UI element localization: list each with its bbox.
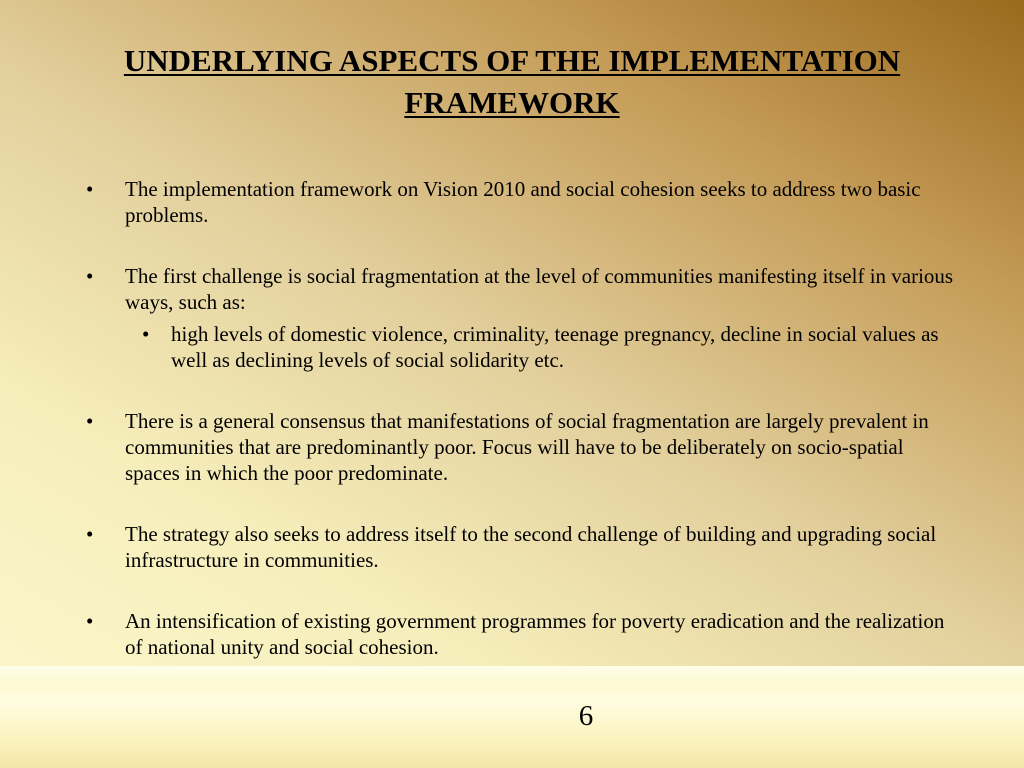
- sub-bullet-list: [125, 321, 954, 373]
- bullet-text: An intensification of existing government programmes for poverty eradication and the realization of national unity and social cohesion.: [125, 609, 945, 659]
- slide-title-line-2: FRAMEWORK: [404, 85, 620, 120]
- bullet-icon: •: [86, 609, 94, 633]
- bullet-text: The implementation framework on Vision 2010 and social cohesion seeks to address two basic problems.: [125, 177, 921, 227]
- bullet-item: [84, 521, 954, 573]
- bullet-item: [84, 176, 954, 228]
- page-number: 6: [578, 700, 594, 732]
- bullet-icon: •: [86, 177, 94, 201]
- bullet-text: The first challenge is social fragmentation at the level of communities manifesting itself in various ways, such as:: [125, 264, 954, 314]
- sub-bullet-text: high levels of domestic violence, criminality, teenage pregnancy, decline in social values as well as declining levels of social solidarity etc.: [171, 322, 939, 372]
- bullet-list: [84, 176, 954, 660]
- slide-title: [60, 40, 964, 124]
- bullet-item: [84, 608, 954, 660]
- sub-bullet-icon: •: [142, 322, 150, 346]
- bullet-icon: •: [86, 522, 94, 546]
- sub-bullet-item: [125, 321, 954, 373]
- bullet-icon: •: [86, 264, 94, 288]
- slide-body: [84, 176, 954, 660]
- bullet-item: [84, 408, 954, 486]
- footer-band: [0, 666, 1024, 768]
- bullet-text: There is a general consensus that manifestations of social fragmentation are largely prevalent in communities that are predominantly poor. Focus will have to be deliberately on socio-spatial spaces in which the poor predominate.: [125, 409, 929, 485]
- bullet-item: [84, 263, 954, 373]
- bullet-text: The strategy also seeks to address itself to the second challenge of building and upgrading social infrastructure in communities.: [125, 522, 937, 572]
- bullet-icon: •: [86, 409, 94, 433]
- slide-title-line-1: UNDERLYING ASPECTS OF THE IMPLEMENTATION: [123, 43, 901, 78]
